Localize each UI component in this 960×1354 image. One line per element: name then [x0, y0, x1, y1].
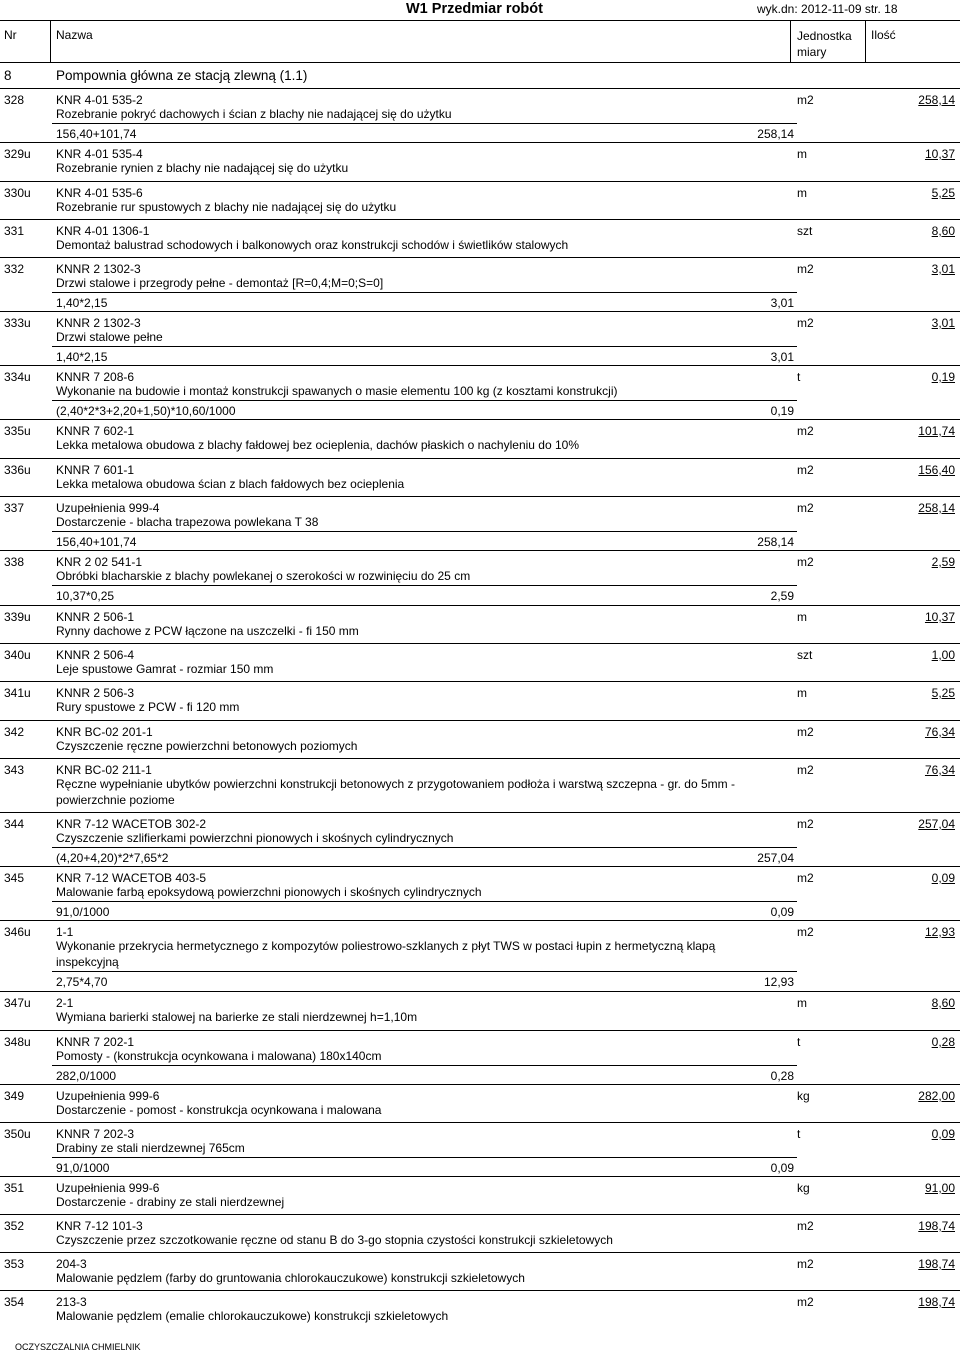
calculation-result: 258,14 [757, 127, 794, 141]
unit-of-measure: m [797, 686, 807, 700]
table-row [0, 605, 960, 645]
table-row [0, 1030, 960, 1083]
calculation-formula: 10,37*0,25 [56, 589, 115, 603]
quantity-value: 5,25 [931, 186, 955, 200]
table-row [0, 758, 960, 807]
section-number: 8 [4, 68, 12, 83]
row-separator [0, 365, 960, 366]
row-separator [0, 1122, 960, 1123]
quantity-value: 76,34 [924, 763, 955, 777]
calculation-rule [52, 123, 797, 124]
catalog-code: KNR 4-01 535-4 [56, 147, 143, 161]
unit-of-measure: m2 [797, 555, 814, 569]
footer-project-name: OCZYSZCZALNIA CHMIELNIK [15, 1342, 141, 1352]
row-number: 338 [4, 555, 25, 569]
quantity-value: 0,28 [931, 1035, 955, 1049]
calculation-rule [52, 971, 797, 972]
quantity-value: 8,60 [931, 224, 955, 238]
row-number: 334u [4, 370, 31, 384]
unit-of-measure: m [797, 186, 807, 200]
row-number: 336u [4, 463, 31, 477]
work-description: Wykonanie przekrycia hermetycznego z kompozytów poliestrowo-szklanych z płyt TWS w postaci łupin z hermetyczną klapą inspekcyjną [56, 939, 716, 969]
work-description: Pomosty - (konstrukcja ocynkowana i malowana) 180x140cm [56, 1049, 382, 1063]
table-row [0, 991, 960, 1031]
catalog-code: KNNR 2 1302-3 [56, 316, 141, 330]
row-separator [0, 1252, 960, 1253]
row-separator [0, 1084, 960, 1085]
catalog-code: KNNR 7 602-1 [56, 424, 135, 438]
unit-of-measure: m2 [797, 1219, 814, 1233]
table-row [0, 419, 960, 459]
table-row [0, 458, 960, 498]
calculation-formula: 282,0/1000 [56, 1069, 117, 1083]
work-description: Drzwi stalowe pełne [56, 330, 163, 344]
row-number: 333u [4, 316, 31, 330]
work-description: Malowanie pędzlem (farby do gruntowania chlorokauczukowe) konstrukcji szkieletowych [56, 1271, 525, 1285]
catalog-code: 1-1 [56, 925, 74, 939]
calculation-result: 3,01 [770, 350, 794, 364]
unit-of-measure: kg [797, 1181, 810, 1195]
catalog-code: KNNR 2 506-4 [56, 648, 135, 662]
quantity-value: 258,14 [918, 93, 955, 107]
row-separator [0, 991, 960, 992]
calculation-formula: 1,40*2,15 [56, 350, 108, 364]
calculation-result: 0,28 [770, 1069, 794, 1083]
row-separator [0, 643, 960, 644]
row-number: 332 [4, 262, 25, 276]
work-description: Czyszczenie szlifierkami powierzchni pionowych i skośnych cylindrycznych [56, 831, 454, 845]
quantity-value: 3,01 [931, 262, 955, 276]
row-number: 330u [4, 186, 31, 200]
work-description: Czyszczenie przez szczotkowanie ręczne od stanu B do 3-go stopnia czystości konstrukcji szkieletowych [56, 1233, 613, 1247]
unit-of-measure: m2 [797, 763, 814, 777]
document-title: W1 Przedmiar robót [406, 1, 543, 17]
unit-of-measure: m2 [797, 1257, 814, 1271]
table-row [0, 866, 960, 919]
work-description: Drabiny ze stali nierdzewnej 765cm [56, 1141, 245, 1155]
quantity-value: 0,09 [931, 1127, 955, 1141]
unit-of-measure: m2 [797, 316, 814, 330]
calculation-result: 12,93 [763, 975, 794, 989]
catalog-code: KNNR 7 202-1 [56, 1035, 135, 1049]
row-separator [0, 681, 960, 682]
table-row [0, 311, 960, 364]
header-bottom-rule [0, 62, 960, 63]
catalog-code: KNR 7-12 101-3 [56, 1219, 143, 1233]
table-row [0, 181, 960, 221]
work-description: Ręczne wypełnianie ubytków powierzchni konstrukcji betonowych z przygotowaniem podłoża i warstwą szczepna - gr. do 5mm - powierzchnie poziome [56, 777, 735, 807]
work-description: Malowanie farbą epoksydową powierzchni pionowych i skośnych cylindrycznych [56, 885, 482, 899]
calculation-result: 258,14 [757, 535, 794, 549]
quantity-value: 257,04 [918, 817, 955, 831]
row-separator [0, 550, 960, 551]
header-col-divider [790, 21, 791, 63]
quantity-value: 5,25 [931, 686, 955, 700]
work-description: Dostarczenie - pomost - konstrukcja ocynkowana i malowana [56, 1103, 382, 1117]
row-number: 348u [4, 1035, 31, 1049]
row-separator [0, 88, 960, 89]
table-row [0, 1290, 960, 1330]
catalog-code: KNR 7-12 WACETOB 302-2 [56, 817, 207, 831]
calculation-formula: 156,40+101,74 [56, 535, 137, 549]
table-row [0, 1084, 960, 1124]
unit-of-measure: kg [797, 1089, 810, 1103]
quantity-value: 10,37 [924, 147, 955, 161]
quantity-value: 101,74 [918, 424, 955, 438]
unit-of-measure: m2 [797, 262, 814, 276]
quantity-value: 12,93 [924, 925, 955, 939]
row-number: 328 [4, 93, 25, 107]
row-number: 344 [4, 817, 25, 831]
catalog-code: Uzupełnienia 999-6 [56, 1181, 160, 1195]
row-number: 350u [4, 1127, 31, 1141]
row-number: 343 [4, 763, 25, 777]
calculation-rule [52, 292, 797, 293]
table-row [0, 550, 960, 603]
header-col-divider [865, 21, 866, 63]
catalog-code: Uzupełnienia 999-4 [56, 501, 160, 515]
catalog-code: KNNR 7 601-1 [56, 463, 135, 477]
table-row [0, 720, 960, 760]
row-separator [0, 812, 960, 813]
header-top-rule [0, 20, 960, 21]
catalog-code: KNR BC-02 211-1 [56, 763, 152, 777]
row-separator [0, 458, 960, 459]
col-header-nr: Nr [4, 28, 17, 42]
work-description: Rozebranie rynien z blachy nie nadającej się do użytku [56, 161, 349, 175]
quantity-value: 156,40 [918, 463, 955, 477]
table-row [0, 88, 960, 141]
row-separator [0, 142, 960, 143]
calculation-result: 3,01 [770, 296, 794, 310]
row-separator [0, 758, 960, 759]
row-number: 349 [4, 1089, 25, 1103]
table-row [0, 920, 960, 989]
quantity-value: 91,00 [924, 1181, 955, 1195]
table-row [0, 1122, 960, 1175]
work-description: Wykonanie na budowie i montaż konstrukcji spawanych o masie elementu 100 kg (z kosztami konstrukcji) [56, 384, 618, 398]
unit-of-measure: m2 [797, 925, 814, 939]
catalog-code: KNNR 2 506-3 [56, 686, 135, 700]
table-row [0, 257, 960, 310]
table-row [0, 142, 960, 182]
row-number: 337 [4, 501, 25, 515]
unit-of-measure: m2 [797, 93, 814, 107]
row-separator [0, 257, 960, 258]
calculation-formula: 156,40+101,74 [56, 127, 137, 141]
row-separator [0, 866, 960, 867]
work-description: Rozebranie rur spustowych z blachy nie nadającej się do użytku [56, 200, 397, 214]
calculation-result: 257,04 [757, 851, 794, 865]
table-row [0, 681, 960, 721]
quantity-value: 282,00 [918, 1089, 955, 1103]
calculation-result: 0,09 [770, 905, 794, 919]
work-description: Leje spustowe Gamrat - rozmiar 150 mm [56, 662, 274, 676]
row-number: 351 [4, 1181, 25, 1195]
row-separator [0, 219, 960, 220]
work-description: Rozebranie pokryć dachowych i ścian z blachy nie nadającej się do użytku [56, 107, 452, 121]
table-row [0, 812, 960, 865]
catalog-code: KNNR 2 1302-3 [56, 262, 141, 276]
col-header-name: Nazwa [56, 28, 93, 42]
quantity-value: 1,00 [931, 648, 955, 662]
table-row [0, 1176, 960, 1216]
catalog-code: 204-3 [56, 1257, 87, 1271]
unit-of-measure: m2 [797, 817, 814, 831]
catalog-code: KNR 4-01 1306-1 [56, 224, 150, 238]
table-row [0, 219, 960, 259]
work-description: Czyszczenie ręczne powierzchni betonowych poziomych [56, 739, 358, 753]
calculation-result: 2,59 [770, 589, 794, 603]
unit-of-measure: t [797, 370, 801, 384]
catalog-code: KNR BC-02 201-1 [56, 725, 153, 739]
unit-of-measure: m2 [797, 463, 814, 477]
row-separator [0, 311, 960, 312]
table-row [0, 643, 960, 683]
quantity-value: 3,01 [931, 316, 955, 330]
quantity-value: 10,37 [924, 610, 955, 624]
table-row [0, 1252, 960, 1292]
calculation-result: 0,09 [770, 1161, 794, 1175]
table-row [0, 496, 960, 549]
row-number: 353 [4, 1257, 25, 1271]
calculation-formula: 2,75*4,70 [56, 975, 108, 989]
calculation-rule [52, 531, 797, 532]
work-description: Lekka metalowa obudowa ścian z blach fałdowych bez ocieplenia [56, 477, 405, 491]
catalog-code: 213-3 [56, 1295, 87, 1309]
unit-of-measure: m [797, 610, 807, 624]
work-description: Rynny dachowe z PCW łączone na uszczelki - fi 150 mm [56, 624, 359, 638]
catalog-code: KNR 4-01 535-2 [56, 93, 143, 107]
table-row [0, 365, 960, 418]
row-separator [0, 1030, 960, 1031]
quantity-value: 198,74 [918, 1219, 955, 1233]
catalog-code: 2-1 [56, 996, 74, 1010]
work-description: Lekka metalowa obudowa z blachy fałdowej bez ocieplenia, dachów płaskich o nachyleniu do 10% [56, 438, 579, 452]
row-separator [0, 1176, 960, 1177]
unit-of-measure: m [797, 147, 807, 161]
calculation-rule [52, 585, 797, 586]
row-separator [0, 419, 960, 420]
quantity-value: 8,60 [931, 996, 955, 1010]
calculation-result: 0,19 [770, 404, 794, 418]
unit-of-measure: t [797, 1127, 801, 1141]
calculation-rule [52, 400, 797, 401]
calculation-formula: (4,20+4,20)*2*7,65*2 [56, 851, 169, 865]
calculation-rule [52, 847, 797, 848]
quantity-value: 198,74 [918, 1257, 955, 1271]
work-description: Obróbki blacharskie z blachy powlekanej o szerokości w rozwinięciu do 25 cm [56, 569, 471, 583]
col-header-unit: Jednostka miary [797, 29, 852, 59]
header-col-divider [50, 21, 51, 63]
unit-of-measure: m2 [797, 501, 814, 515]
row-separator [0, 920, 960, 921]
work-description: Rury spustowe z PCW - fi 120 mm [56, 700, 240, 714]
work-description: Wymiana barierki stalowej na barierke ze stali nierdzewnej h=1,10m [56, 1010, 418, 1024]
calculation-formula: (2,40*2*3+2,20+1,50)*10,60/1000 [56, 404, 236, 418]
unit-of-measure: m2 [797, 1295, 814, 1309]
row-number: 354 [4, 1295, 25, 1309]
catalog-code: KNNR 7 208-6 [56, 370, 135, 384]
row-number: 342 [4, 725, 25, 739]
quantity-value: 2,59 [931, 555, 955, 569]
catalog-code: KNR 4-01 535-6 [56, 186, 143, 200]
table-row [0, 1214, 960, 1254]
row-separator [0, 1290, 960, 1291]
unit-of-measure: t [797, 1035, 801, 1049]
calculation-formula: 1,40*2,15 [56, 296, 108, 310]
work-description: Dostarczenie - blacha trapezowa powlekana T 38 [56, 515, 319, 529]
unit-of-measure: m2 [797, 424, 814, 438]
row-number: 352 [4, 1219, 25, 1233]
quantity-value: 0,09 [931, 871, 955, 885]
calculation-formula: 91,0/1000 [56, 1161, 110, 1175]
row-number: 329u [4, 147, 31, 161]
unit-of-measure: m2 [797, 871, 814, 885]
catalog-code: KNR 2 02 541-1 [56, 555, 143, 569]
row-number: 347u [4, 996, 31, 1010]
quantity-value: 0,19 [931, 370, 955, 384]
work-description: Malowanie pędzlem (emalie chlorokauczukowe) konstrukcji szkieletowych [56, 1309, 449, 1323]
row-separator [0, 496, 960, 497]
col-header-qty: Ilość [871, 28, 896, 42]
row-number: 335u [4, 424, 31, 438]
row-separator [0, 605, 960, 606]
row-separator [0, 181, 960, 182]
unit-of-measure: m [797, 996, 807, 1010]
calculation-rule [52, 1157, 797, 1158]
row-separator [0, 720, 960, 721]
catalog-code: KNR 7-12 WACETOB 403-5 [56, 871, 207, 885]
calculation-rule [52, 1065, 797, 1066]
section-name: Pompownia główna ze stacją zlewną (1.1) [56, 68, 308, 83]
work-description: Demontaż balustrad schodowych i balkonowych oraz konstrukcji schodów i świetlików stalowych [56, 238, 569, 252]
row-number: 339u [4, 610, 31, 624]
unit-of-measure: szt [797, 224, 813, 238]
catalog-code: KNNR 2 506-1 [56, 610, 135, 624]
calculation-rule [52, 346, 797, 347]
page-meta: wyk.dn: 2012-11-09 str. 18 [757, 2, 898, 16]
work-description: Dostarczenie - drabiny ze stali nierdzewnej [56, 1195, 285, 1209]
quantity-value: 76,34 [924, 725, 955, 739]
calculation-rule [52, 901, 797, 902]
catalog-code: KNNR 7 202-3 [56, 1127, 135, 1141]
row-separator [0, 1214, 960, 1215]
unit-of-measure: szt [797, 648, 813, 662]
row-number: 345 [4, 871, 25, 885]
row-number: 331 [4, 224, 25, 238]
row-number: 346u [4, 925, 31, 939]
catalog-code: Uzupełnienia 999-6 [56, 1089, 160, 1103]
calculation-formula: 91,0/1000 [56, 905, 110, 919]
row-number: 341u [4, 686, 31, 700]
quantity-value: 198,74 [918, 1295, 955, 1309]
quantity-value: 258,14 [918, 501, 955, 515]
unit-of-measure: m2 [797, 725, 814, 739]
work-description: Drzwi stalowe i przegrody pełne - demontaż [R=0,4;M=0;S=0] [56, 276, 384, 290]
row-number: 340u [4, 648, 31, 662]
